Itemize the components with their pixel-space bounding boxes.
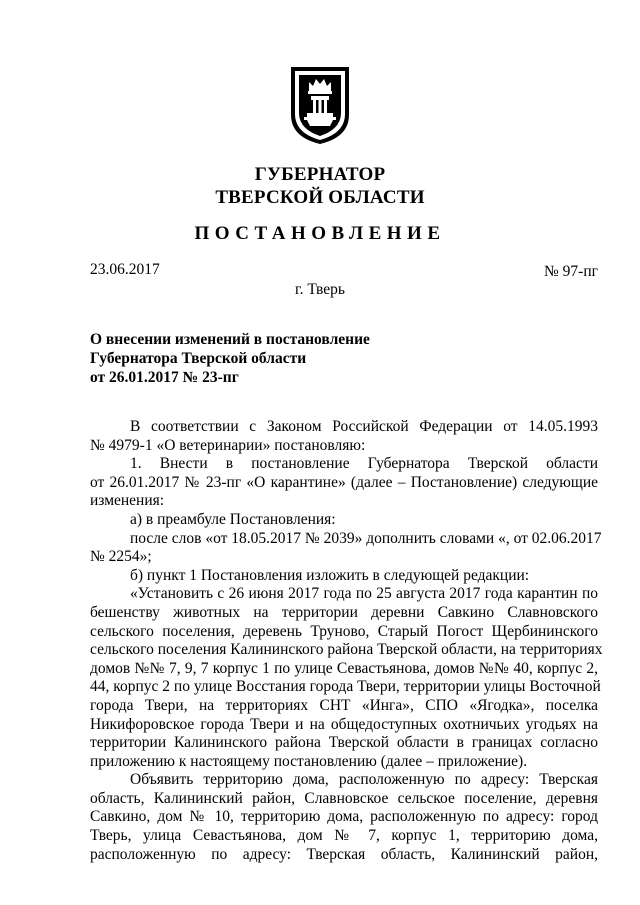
body-line: Савкино, дом № 10, территорию дома, расположенную по адресу: город: [90, 808, 598, 826]
body-line: домов №№ 7, 9, 7 корпус 1 по улице Севастьянова, домов №№ 40, корпус 2,: [90, 659, 598, 677]
body-line: сельского поселения, деревень Труново, Старый Погост Щербининского: [90, 622, 598, 640]
subject-line: Губернатора Тверской области: [90, 350, 307, 367]
authority-title: ГУБЕРНАТОР: [254, 164, 386, 185]
subject-line: О внесении изменений в постановление: [90, 331, 370, 348]
tver-coat-of-arms-icon: [287, 63, 353, 147]
document-type: ПОСТАНОВЛЕНИЕ: [194, 223, 446, 244]
document-body: [90, 418, 603, 864]
body-line: приложению к настоящему постановлению (далее – приложение).: [90, 752, 528, 770]
body-line: от 26.01.2017 № 23-пг «О карантине» (далее – Постановление) следующие: [90, 473, 598, 491]
body-line: территории Калининского района Тверской области в границах согласно: [90, 734, 598, 752]
body-line: расположенную по адресу: Тверская область, Калининский район,: [90, 845, 598, 863]
body-line: область, Калининский район, Славновское сельское поселение, деревня: [90, 789, 598, 807]
body-line: № 4979-1 «О ветеринарии» постановляю:: [90, 436, 366, 454]
body-line: сельского поселения Калининского района Тверской области, на территориях: [90, 641, 603, 659]
body-line: 1. Внести в постановление Губернатора Тверской области: [130, 455, 598, 473]
body-line: Объявить территорию дома, расположенную по адресу: Тверская: [130, 771, 598, 789]
body-line: «Установить с 26 июня 2017 года по 25 августа 2017 года карантин по: [130, 585, 598, 603]
body-line: б) пункт 1 Постановления изложить в следующей редакции:: [130, 566, 530, 584]
body-line: № 2254»;: [90, 548, 152, 566]
document-city: г. Тверь: [295, 281, 345, 298]
body-line: после слов «от 18.05.2017 № 2039» дополнить словами «, от 02.06.2017: [130, 529, 602, 547]
body-line: бешенству животных на территории деревни Савкино Славновского: [90, 603, 598, 621]
body-line: Тверь, улица Севастьянова, дом № 7, корпус 1, территорию дома,: [90, 827, 598, 845]
body-line: изменения:: [90, 492, 165, 510]
body-line: 44, корпус 2 по улице Восстания города Твери, территории улицы Восточной: [90, 678, 601, 696]
authority-region: ТВЕРСКОЙ ОБЛАСТИ: [215, 187, 425, 208]
document-date: 23.06.2017: [90, 261, 160, 278]
body-line: а) в преамбуле Постановления:: [130, 510, 336, 528]
document-number: № 97-пг: [544, 263, 598, 280]
subject-line: от 26.01.2017 № 23-пг: [90, 369, 239, 386]
document-subject: [90, 330, 510, 387]
body-line: города Твери, на территориях СНТ «Инга», СПО «Ягодка», поселка: [90, 696, 598, 714]
body-line: Никифоровское города Твери и на общедоступных охотничьих угодьях на: [90, 715, 598, 733]
body-line: В соответствии с Законом Российской Федерации от 14.05.1993: [130, 418, 598, 435]
